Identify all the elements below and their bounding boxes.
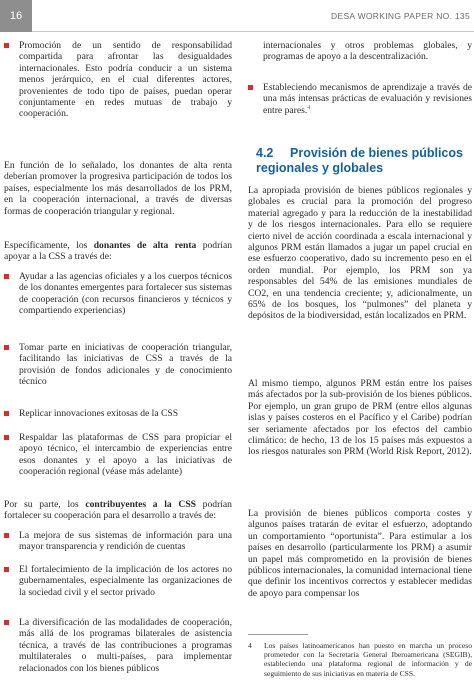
paragraph: Al mismo tiempo, algunos PRM están entre los países más afectados por la sub-provisión de los bienes públicos. Por ejemplo, un gran grupo de PRM (entre ellos algunas islas y países costeros en el Pacífico y el Caribe) podrían ser seriamente afectados por los efectos del cambio climático: de hecho, 13 de los 15 países más expuestos a los riesgos naturales son PRM (World Risk Report, 2012). <box>248 378 472 458</box>
list-item: Respaldar las plataformas de CSS para propiciar el apoyo técnico, el intercambio de experiencias entre esos donantes y el apoyo a las iniciativas de cooperación regional (véase más adelante) <box>4 432 232 478</box>
footnote <box>248 641 472 678</box>
bullet-square-icon <box>4 43 9 48</box>
list-item: Ayudar a las agencias oficiales y a los cuerpos técnicos de los donantes emergentes para fortalecer sus sistemas de cooperación (con recursos financieros y técnicos y compartiendo experiencias) <box>4 271 232 317</box>
footnote-ref: 4 <box>307 104 311 111</box>
list-item: Estableciendo mecanismos de aprendizaje a través de una más intensas prácticas de evaluación y revisiones entre pares.$^4$ <box>248 82 472 116</box>
section-heading <box>256 146 472 176</box>
bullet-square-icon <box>4 345 9 350</box>
footnote-number: 4 <box>248 641 252 650</box>
footnote-text: Los países latinoamericanos han puesto en marcha un proceso prometedor con la Secretaría General Iberoamericana (SEGIB), estableciendo una plataforma regional de información y de seguimiento de sus iniciativas en materia de CSS. <box>264 641 472 678</box>
list-item: Replicar innovaciones exitosas de la CSS <box>4 408 232 419</box>
paragraph: Específicamente, los donantes de alta renta podrían apoyar a la CSS a través de: <box>4 240 232 263</box>
paragraph: La apropiada provisión de bienes públicos regionales y globales es crucial para la promoción del progreso material agregado y para la reducción de la inestabilidad y de los riesgos internacionales. Para ello se requiere cierto nivel de acción coordinada a escala internacional y algunos PRM están llamados a jugar un papel crucial en ese esfuerzo cooperativo, dado su incremento peso en el orden mundial. Por ejemplo, los PRM son ya responsables del 54% de las emisiones mundiales de CO2, en una tendencia creciente; y, adicionalmente, un 65% de los bosques, los “pulmones” del planeta y depósitos de la biodiversidad, están localizados en PRM. <box>248 185 472 322</box>
section-number: 4.2 <box>256 146 274 160</box>
bullet-square-icon <box>4 435 9 440</box>
list-item: Tomar parte en iniciativas de cooperación triangular, facilitando las iniciativas de CSS a través de la provisión de fondos adicionales y de conocimiento técnico <box>4 342 232 388</box>
section-title: Provisión de bienes públicos regionales y globales <box>256 146 463 175</box>
list-item: La mejora de sus sistemas de información para una mayor transparencia y rendición de cuentas <box>4 530 232 553</box>
bullet-square-icon <box>4 274 9 279</box>
bullet-square-icon <box>4 567 9 572</box>
running-title: DESA WORKING PAPER NO. 135 <box>331 11 470 21</box>
bold-term: contribuyentes a la CSS <box>85 499 196 510</box>
paragraph: La provisión de bienes públicos comporta costes y algunos países tratarán de evitar el esfuerzo, adoptando un comportamiento “oportunista”. Para estimular a los países en desarrollo (particularmente los PRM) a asumir un papel más comprometido en la provisión de bienes públicos internacionales, la comunidad internacional tiene que definir los incentivos correctos y establecer medidas de apoyo para compensar los <box>248 508 472 599</box>
bullet-square-icon <box>4 620 9 625</box>
bold-term: donantes de alta renta <box>93 240 197 251</box>
list-item-continued: internacionales y otros problemas globales, y programas de apoyo a la descentralización. <box>263 40 472 63</box>
footnote-rule <box>248 634 308 635</box>
paragraph: En función de lo señalado, los donantes de alta renta deberían promover la progresiva participación de todos los países, especialmente los más desarrollados de los PRM, en la cooperación internacional, a través de diversas formas de cooperación triangular y regional. <box>4 160 232 217</box>
page-number: 16 <box>0 0 32 32</box>
bullet-square-icon <box>248 85 253 90</box>
bullet-square-icon <box>4 411 9 416</box>
list-item: Promoción de un sentido de responsabilidad compartida para afrontar las desigualdades internacionales. Esto podría conducir a un sistema menos jerárquico, en el cual diferentes actores, provenientes de todo tipo de países, puedan operar conjuntamente en redes mutuas de trabajo y cooperación. <box>4 40 232 120</box>
list-item: La diversificación de las modalidades de cooperación, más allá de los programas bilaterales de asistencia técnica, a través de las contribuciones a programas multilaterales o multi-países, para implementar relacionados con los bienes públicos <box>4 617 232 674</box>
list-item: El fortalecimiento de la implicación de los actores no gubernamentales, especialmente las organizaciones de la sociedad civil y el sector privado <box>4 564 232 598</box>
bullet-square-icon <box>4 533 9 538</box>
paragraph: Por su parte, los contribuyentes a la CSS podrían fortalecer su cooperación para el desarrollo a través de: <box>4 499 232 522</box>
header-rule <box>32 31 474 32</box>
